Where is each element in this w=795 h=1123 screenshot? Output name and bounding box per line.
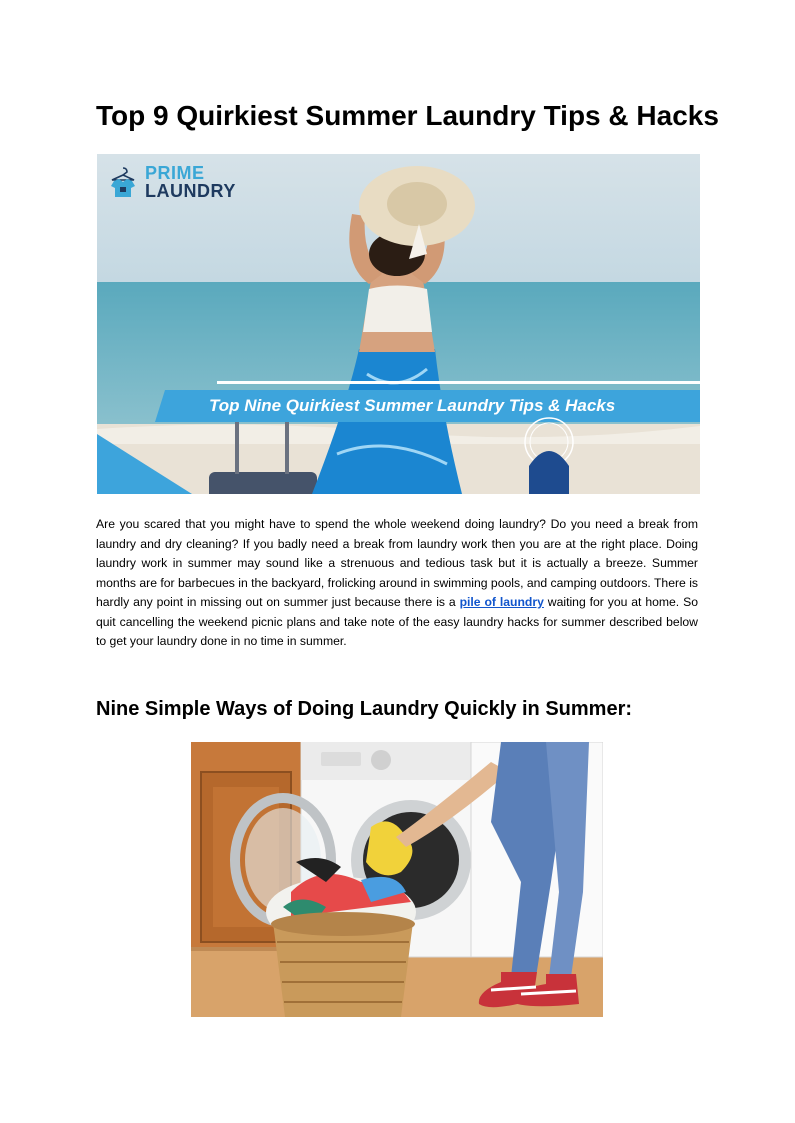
intro-paragraph: [96, 515, 698, 652]
pile-of-laundry-link[interactable]: pile of laundry: [459, 595, 544, 609]
section-heading: Nine Simple Ways of Doing Laundry Quickly in Summer:: [96, 698, 633, 720]
hero-banner-text: Top Nine Quirkiest Summer Laundry Tips & Hacks: [209, 396, 616, 415]
prime-laundry-logo: [109, 164, 236, 200]
intro-text-after-link: waiting for you at home. So quit cancelling the weekend picnic plans and take note of the easy laundry hacks for summer described below to get your laundry done in no time in summer.: [96, 595, 698, 648]
intro-text-before-link: Are you scared that you might have to spend the whole weekend doing laundry? Do you need a break from laundry and dry cleaning? If you badly need a break from laundry work then you are at the right place. Doing laundry work in summer may sound like a strenuous and tedious task but it is actually a breeze. Summer months are for barbecues in the backyard, frolicking around in swimming pools, and camping outdoors. There is hardly any point in missing out on summer just because there is a: [96, 517, 699, 609]
beach-scene-illustration: [97, 154, 700, 494]
brand-name-line2: LAUNDRY: [145, 181, 236, 201]
brand-name-line1: PRIME: [145, 163, 205, 183]
shirt-hanger-icon: [109, 166, 137, 198]
laundry-photo: [191, 742, 603, 1017]
washing-machine-illustration: [191, 742, 603, 1017]
hero-image: [97, 154, 700, 494]
document-title: Top 9 Quirkiest Summer Laundry Tips & Hacks: [96, 100, 719, 131]
